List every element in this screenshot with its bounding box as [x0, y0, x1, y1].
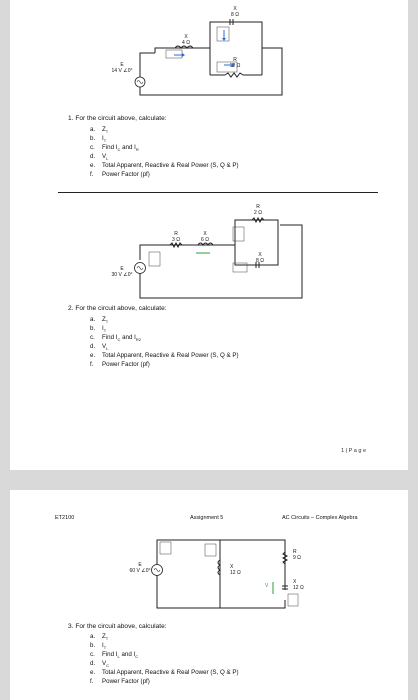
q3-item-b: b. $I_T$ — [90, 642, 107, 651]
c1-xc-value: 8 Ω — [231, 12, 239, 18]
c3-r-label: R — [293, 549, 297, 555]
q1-item-f: f. Power Factor (pf) — [90, 171, 150, 178]
c2-xl-label: X — [203, 231, 207, 237]
q1-item-d: d. $V_L$ — [90, 153, 109, 162]
q1-item-a: a. $Z_T$ — [90, 126, 109, 135]
q2-item-f: f. Power Factor (pf) — [90, 361, 150, 368]
q1-title: 1. For the circuit above, calculate: — [68, 115, 167, 122]
c3-xc-label: X — [293, 579, 297, 585]
q2-item-c: c. Find $I_C$ and $I_{R2}$ — [90, 334, 142, 343]
c2-r1-value: 3 Ω — [172, 237, 180, 243]
c2-xc-value: 8 Ω — [256, 258, 264, 264]
c1-source-label: E — [120, 62, 124, 68]
c2-r2-label: R — [256, 204, 260, 210]
c1-source-value: 14 V ∠0° — [111, 68, 133, 74]
q3-item-c: c. Find $I_L$ and $I_C$ — [90, 651, 139, 660]
header-assignment: Assignment 5 — [190, 515, 224, 521]
page-number: 1 | P a g e — [341, 448, 366, 454]
q2-item-e: e. Total Apparent, Reactive & Real Power (S, Q & P) — [90, 352, 239, 359]
c2-source-label: E — [120, 266, 124, 272]
q1-item-e: e. Total Apparent, Reactive & Real Power (S, Q & P) — [90, 162, 239, 169]
circuit-1-diagram — [10, 0, 408, 470]
c1-xl-label: X — [184, 34, 188, 40]
c2-source-value: 30 V ∠0° — [111, 272, 133, 278]
c2-xl-value: 6 Ω — [201, 237, 209, 243]
header-course: ET2100 — [55, 515, 75, 521]
q2-item-d: d. $V_L$ — [90, 343, 109, 352]
q2-item-b: b. $I_T$ — [90, 325, 107, 334]
q1-item-b: b. $I_T$ — [90, 135, 107, 144]
q3-title: 3. For the circuit above, calculate: — [68, 623, 167, 630]
q3-item-a: a. $Z_T$ — [90, 633, 109, 642]
document-page-2 — [10, 490, 408, 700]
c3-vc-label: V — [265, 583, 269, 589]
c2-r1-label: R — [174, 231, 178, 237]
q3-item-d: d. $V_C$ — [90, 660, 110, 669]
header-topic: AC Circuits – Complex Algebra — [282, 515, 358, 521]
c3-source-value: 60 V ∠0° — [129, 568, 151, 574]
c1-r-value: 12 Ω — [229, 63, 241, 69]
c2-r2-value: 2 Ω — [254, 210, 262, 216]
q2-item-a: a. $Z_T$ — [90, 316, 109, 325]
c1-xl-value: 4 Ω — [182, 40, 190, 46]
c3-xl-value: 12 Ω — [230, 570, 241, 576]
c3-xl-label: X — [230, 564, 234, 570]
q1-item-c: c. Find $I_C$ and $I_R$ — [90, 144, 139, 153]
q3-item-f: f. Power Factor (pf) — [90, 678, 150, 685]
q2-title: 2. For the circuit above, calculate: — [68, 305, 167, 312]
c1-r-label: R — [233, 57, 237, 63]
c3-source-label: E — [138, 562, 142, 568]
c2-xc-label: X — [258, 252, 262, 258]
q3-item-e: e. Total Apparent, Reactive & Real Power (S, Q & P) — [90, 669, 239, 676]
c1-xc-label: X — [233, 6, 237, 12]
document-page-1 — [10, 0, 408, 470]
c3-xc-value: 12 Ω — [293, 585, 304, 591]
section-divider — [58, 192, 378, 193]
c3-r-value: 9 Ω — [293, 555, 301, 561]
